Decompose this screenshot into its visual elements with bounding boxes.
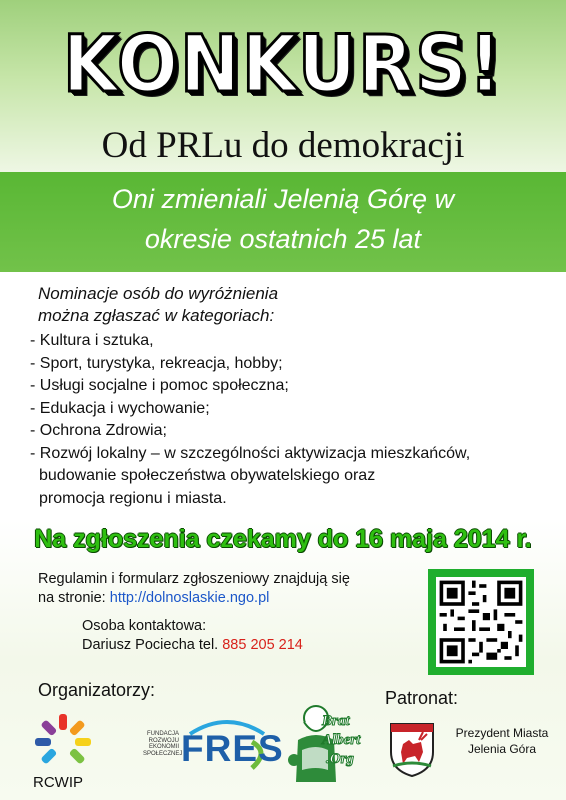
fres-line: SPOŁECZNEJ xyxy=(143,750,183,757)
list-item: - Edukacja i wychowanie; xyxy=(30,399,210,417)
category-list xyxy=(30,330,470,510)
contact-phone: 885 205 214 xyxy=(222,637,303,653)
list-item: - Usługi socjalne i pomoc społeczna; xyxy=(30,377,289,394)
regulations-info xyxy=(38,570,350,608)
list-item: - Kultura i sztuka, xyxy=(30,332,154,349)
qr-code-icon xyxy=(436,577,526,667)
poster-title: KONKURS! xyxy=(62,20,504,110)
qr-code[interactable] xyxy=(428,569,534,675)
deadline-text: Na zgłoszenia czekamy do 16 maja 2014 r. xyxy=(34,525,532,553)
intro-line-2: można zgłaszać w kategoriach: xyxy=(38,306,275,325)
fres-line: ROZWOJU xyxy=(148,737,179,744)
poster-subtitle: Od PRLu do demokracji xyxy=(101,125,465,166)
brat-line: Brat xyxy=(322,713,350,729)
patronage-label: Patronat: xyxy=(385,688,459,708)
patron-line-1: Prezydent Miasta xyxy=(455,726,549,740)
contact-info xyxy=(82,617,303,655)
list-item: - Sport, turystyka, rekreacja, hobby; xyxy=(30,354,283,372)
rcwip-logo-icon xyxy=(33,712,93,770)
brat-albert-text xyxy=(322,712,360,769)
info-line-2-prefix: na stronie: xyxy=(38,590,110,606)
intro-line-1: Nominacje osób do wyróżnienia xyxy=(38,284,279,303)
patron-name xyxy=(442,725,562,757)
fres-foundation-text xyxy=(143,731,183,757)
website-link[interactable]: http://dolnoslaskie.ngo.pl xyxy=(109,590,270,606)
fres-name: FRES xyxy=(181,728,284,769)
patron-line-2: Jelenia Góra xyxy=(467,742,537,756)
list-item: - Rozwój lokalny – w szczególności aktywizacja mieszkańców, xyxy=(30,444,471,462)
contact-name: Dariusz Pociecha tel. xyxy=(82,637,223,653)
band-line-1: Oni zmieniali Jelenią Górę w xyxy=(111,184,455,214)
brat-line: .Org xyxy=(326,751,354,767)
list-item: - Ochrona Zdrowia; xyxy=(30,422,167,439)
brat-line: Albert xyxy=(322,732,361,748)
fres-line: FUNDACJA xyxy=(146,731,179,737)
contact-line xyxy=(82,636,303,655)
city-crest-icon xyxy=(389,722,435,778)
green-band xyxy=(0,172,566,272)
organizers-label: Organizatorzy: xyxy=(38,680,156,700)
nominations-intro xyxy=(38,283,278,327)
info-line-1: Regulamin i formularz zgłoszeniowy znajdują się xyxy=(38,571,350,587)
contact-label: Osoba kontaktowa: xyxy=(82,618,207,634)
rcwip-name: RCWIP xyxy=(33,774,83,791)
band-line-2: okresie ostatnich 25 lat xyxy=(144,224,422,254)
list-item: budowanie społeczeństwa obywatelskiego oraz xyxy=(39,467,376,484)
info-line-2 xyxy=(38,589,350,608)
fres-line: EKONOMII xyxy=(148,744,179,750)
list-item: promocja regionu i miasta. xyxy=(39,489,227,507)
